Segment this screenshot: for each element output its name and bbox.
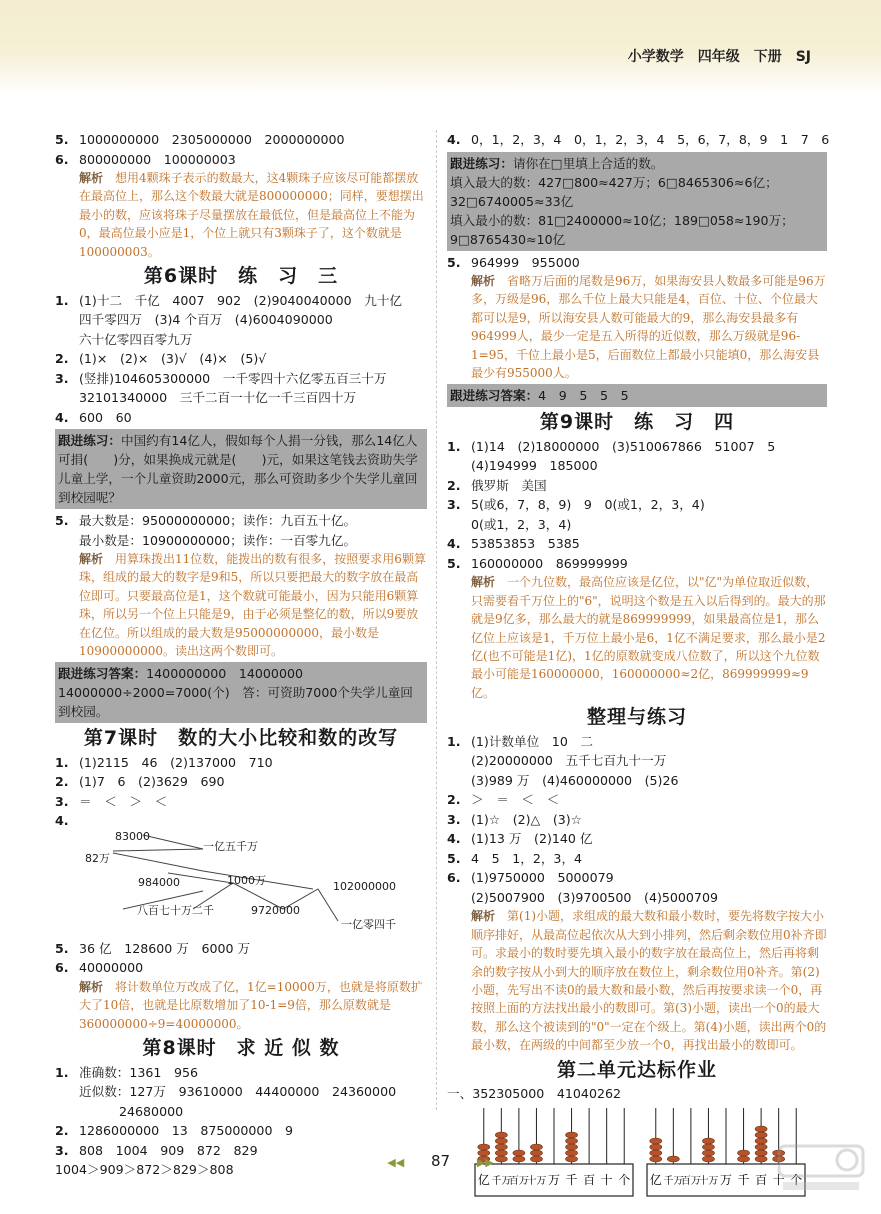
abacus-column-label: 个	[790, 1172, 803, 1187]
left-column	[55, 130, 427, 1180]
explanation: 解析 第(1)小题，求组成的最大数和最小数时，要先将数字按大小顺序排好，从最高位起依次从大到小排列，然后剩余数位用0补齐即可。求最小的数时要先填入最小的数字放在最高位上，然后再将剩余的数字按从小到大的顺序放在数位上，剩余数位用0补齐。第(2)小题，先写出不读0的最大数和最小数，然后再按要求读一个0，再按照上面的方法找出最小的数即可。第(3)小题，读出一个0的最大数，那么这个被读到的"0"一定在个级上。第(4)小题，读出两个0的最小数，在两级的中间都至少放一个0，再找出最小的数即可。	[471, 909, 827, 1053]
section-title: 第二单元达标作业	[556, 1058, 717, 1081]
answer-line: 5. 4 5 1，2，3，4	[447, 850, 583, 866]
abacus-column-label: 十	[600, 1172, 613, 1187]
answer-line: (3)989 万 (4)460000000 (5)26	[471, 772, 679, 788]
answer-line: (2)5007900 (3)9700500 (4)5000709	[471, 889, 718, 905]
explanation: 解析 将计数单位万改成了亿，1亿=10000万，也就是将原数扩大了10倍，也就是比原数增加了10-1=9倍，那么原数就是360000000÷9=40000000。	[79, 979, 423, 1031]
answer-line: 3. (1)☆ (2)△ (3)☆	[447, 811, 582, 827]
answer-line: 5. 964999 955000	[447, 254, 580, 270]
section-title: 第6课时 练 习 三	[143, 265, 339, 288]
abacus-column-label: 千万	[491, 1175, 512, 1187]
abacus-bead	[650, 1138, 662, 1144]
answer-line: 1. (1)十二 千亿 4007 902 (2)9040040000 九十亿	[55, 292, 403, 308]
answer-line: (4)194999 185000	[471, 458, 598, 474]
book-title: 小学数学 四年级 下册 SJ	[627, 49, 811, 65]
answer-line: 一、352305000 41040262	[447, 1086, 621, 1102]
answer-line: 4. 600 60	[55, 409, 132, 425]
abacus-column-label: 万	[719, 1172, 733, 1187]
abacus-column-label: 百	[755, 1172, 768, 1187]
matching-diagram	[83, 831, 427, 939]
answer-line: 24680000	[119, 1103, 184, 1119]
abacus-bead	[755, 1138, 767, 1144]
answer-line: 4. 53853853 5385	[447, 536, 580, 552]
answer-line: 四千零四万 (3)4 个百万 (4)6004090000	[79, 312, 333, 328]
abacus-bead	[566, 1144, 578, 1150]
explanation: 解析 用算珠拨出11位数，能拨出的数有很多，按照要求用6颗算珠，组成的最大的数字是9和5，所以只要把最大的数字放在最高位即可。只要最高位是1，这个数就可能最小，因为只能用6颗算珠，所以另一个位上只能是9，由于必须是整亿的数，所以9要放在亿位。所以组成的最大数是95000000000，最小数是10900000000。读出这两个数即可。	[79, 552, 426, 659]
answer-line: 0(或1，2，3，4)	[471, 516, 572, 532]
answer-line: 4. 0，1，2，3，4 0，1，2，3，4 5，6，7，8，9 1 7 6	[447, 132, 830, 147]
abacus-bead	[495, 1138, 507, 1144]
follow-up-exercise: 跟进练习：中国约有14亿人，假如每个人捐一分钱，那么14亿人可捐( )分，如果换成元就是( )元，如果这笔钱去资助失学儿童上学，一个儿童资助2000元，那么可资助多少个失学儿童回到校园呢？	[55, 429, 427, 509]
page-number: 87	[430, 1152, 451, 1170]
answer-line: 最小数是：10900000000；读作：一百零九亿。	[79, 532, 357, 548]
abacus-bead	[650, 1144, 662, 1150]
answer-line: 2. 俄罗斯 美国	[447, 477, 547, 493]
answer-line: 六十亿零四百零九万	[79, 331, 193, 347]
abacus-column-label: 千	[737, 1172, 750, 1187]
answer-line: 近似数：127万 93610000 44400000 24360000	[79, 1084, 397, 1100]
explanation: 解析 想用4颗珠子表示的数最大，这4颗珠子应该尽可能都摆放在最高位上，那么这个数最大就是800000000；同样，要想摆出最小的数，应该将珠子尽量摆放在最低位，但是最高位上不能为0，最高位最小应是1，个位上就只有3颗珠子了，这个数就是100000003。	[79, 171, 424, 259]
abacus-column-label: 亿	[649, 1172, 662, 1187]
abacus-column-label: 十万	[526, 1175, 547, 1187]
watermark-logo	[772, 1140, 867, 1196]
page-number-bar	[0, 1152, 881, 1170]
next-arrows-icon: ▶▶	[476, 1156, 494, 1169]
diagram-label: 八百七十万二千	[137, 903, 214, 917]
answer-line: 6. 800000000 100000003	[55, 151, 236, 167]
follow-up-answer: 跟进练习答案：1400000000 14000000 14000000÷2000=7000(个) 答：可资助7000个失学儿童回到校园。	[55, 662, 427, 723]
answer-line: 3. ＝ ＜ ＞ ＜	[55, 793, 168, 809]
answer-line: 3. 5(或6，7，8，9) 9 0(或1，2，3，4)	[447, 497, 705, 513]
abacus-bead	[495, 1132, 507, 1138]
follow-up-answer: 跟进练习答案：4 9 5 5 5	[447, 384, 827, 407]
answer-line: 2. ＞ ＝ ＜ ＜	[447, 792, 560, 808]
diagram-label: 102000000	[333, 879, 396, 893]
diagram-label: 9720000	[251, 903, 300, 917]
abacus-bead	[495, 1144, 507, 1150]
abacus-bead	[478, 1144, 490, 1150]
diagram-label: 1000万	[227, 873, 266, 887]
section-title: 第8课时 求 近 似 数	[142, 1037, 340, 1060]
diagram-label: 一亿零四千	[341, 917, 396, 931]
abacus-column-label: 千	[565, 1172, 578, 1187]
answer-line: 2. (1)7 6 (2)3629 690	[55, 774, 225, 790]
answer-line: 5. 36 亿 128600 万 6000 万	[55, 940, 251, 956]
abacus-bead	[566, 1132, 578, 1138]
answer-line: 5. 1000000000 2305000000 2000000000	[55, 132, 345, 147]
abacus-column-label: 千万	[663, 1175, 684, 1187]
answer-line: 5. 160000000 869999999	[447, 555, 628, 571]
abacus-column-label: 亿	[477, 1172, 490, 1187]
answer-line: 1004＞909＞872＞829＞808	[55, 1162, 234, 1178]
page-header-band	[0, 0, 881, 96]
abacus-bead	[755, 1132, 767, 1138]
section-title: 第7课时 数的大小比较和数的改写	[83, 727, 399, 750]
abacus-bead	[755, 1144, 767, 1150]
answer-line: 3. 808 1004 909 872 829	[55, 1142, 258, 1158]
answer-line: 2. 1286000000 13 875000000 9	[55, 1123, 294, 1139]
right-column	[447, 130, 830, 1214]
abacus-column-label: 百万	[508, 1175, 529, 1187]
answer-line: 2. (1)× (2)× (3)√ (4)× (5)√	[55, 351, 267, 367]
answer-line: 5. 最大数是：95000000000；读作：九百五十亿。	[55, 513, 357, 529]
answer-line: 6. (1)9750000 5000079	[447, 870, 614, 886]
abacus-bead	[530, 1144, 542, 1150]
abacus-column-label: 十万	[698, 1175, 719, 1187]
answer-line: 3. (竖排)104605300000 一千零四十六亿零五百三十万	[55, 370, 387, 386]
answer-line: 32101340000 三千二百一十亿一千三百四十万	[79, 390, 357, 406]
answer-line: 1. 准确数：1361 956	[55, 1064, 199, 1080]
abacus-bead	[755, 1126, 767, 1132]
explanation: 解析 一个九位数，最高位应该是亿位，以"亿"为单位取近似数，只需要看千万位上的"6"，说明这个数是五入以后得到的。最大的那就是9亿多，那么最大的就是869999999，如果最高位是1，那么亿位上应该是1，千万位上最小是6，1亿不满足要求，那么最小是2亿(也不可能是1亿)，1亿的原数就变成八位数了，所以这个九位数最小可能是160000000，160000000≈2亿，869999999≈9亿。	[471, 575, 826, 700]
abacus-bead	[566, 1138, 578, 1144]
abacus-bead	[702, 1144, 714, 1150]
abacus-column-label: 十	[772, 1172, 785, 1187]
diagram-label: 一亿五千万	[203, 839, 258, 853]
section-title: 整理与练习	[586, 706, 687, 729]
abacus-column-label: 百万	[680, 1175, 701, 1187]
answer-line: 4. (1)13 万 (2)140 亿	[447, 831, 593, 847]
abacus-column-label: 个	[618, 1172, 631, 1187]
diagram-label: 82万	[85, 851, 110, 865]
abacus-column-label: 万	[547, 1172, 561, 1187]
abacus-column-label: 百	[583, 1172, 596, 1187]
section-title: 第9课时 练 习 四	[539, 411, 735, 434]
diagram-label: 83000	[115, 829, 150, 843]
diagram-label: 984000	[138, 875, 180, 889]
column-divider	[436, 130, 437, 1110]
abacus-bead	[702, 1138, 714, 1144]
prev-arrows-icon: ◀◀	[387, 1156, 405, 1169]
explanation: 解析 省略万后面的尾数是96万，如果海安县人数最多可能是96万多，万级是96，那么千位上最大只能是4，百位、十位、个位最大都可以是9，所以海安县人数可能最大的9，那么海安县最多有964999人，最少一定是五入所得的近似数，那么万级就是96-1=95，千位上最小是5，后面数位上都最小只能填0，那么海安县最少有955000人。	[471, 274, 826, 381]
answer-line: 1. (1)14 (2)18000000 (3)510067866 51007 5	[447, 438, 776, 454]
answer-line: 1. (1)2115 46 (2)137000 710	[55, 754, 273, 770]
follow-up-exercise: 跟进练习：请你在□里填上合适的数。 填入最大的数：427□800≈427万；6□8465306≈6亿； 32□6740005≈33亿 填入最小的数：81□2400000≈10亿；189□058≈190万； 9□8765430≈10亿	[447, 152, 827, 251]
answer-line: (2)20000000 五千七百九十一万	[471, 753, 667, 769]
answer-line: 4.	[55, 813, 69, 829]
answer-line: 1. (1)计数单位 10 二	[447, 733, 594, 749]
answer-line: 6. 40000000	[55, 960, 144, 976]
